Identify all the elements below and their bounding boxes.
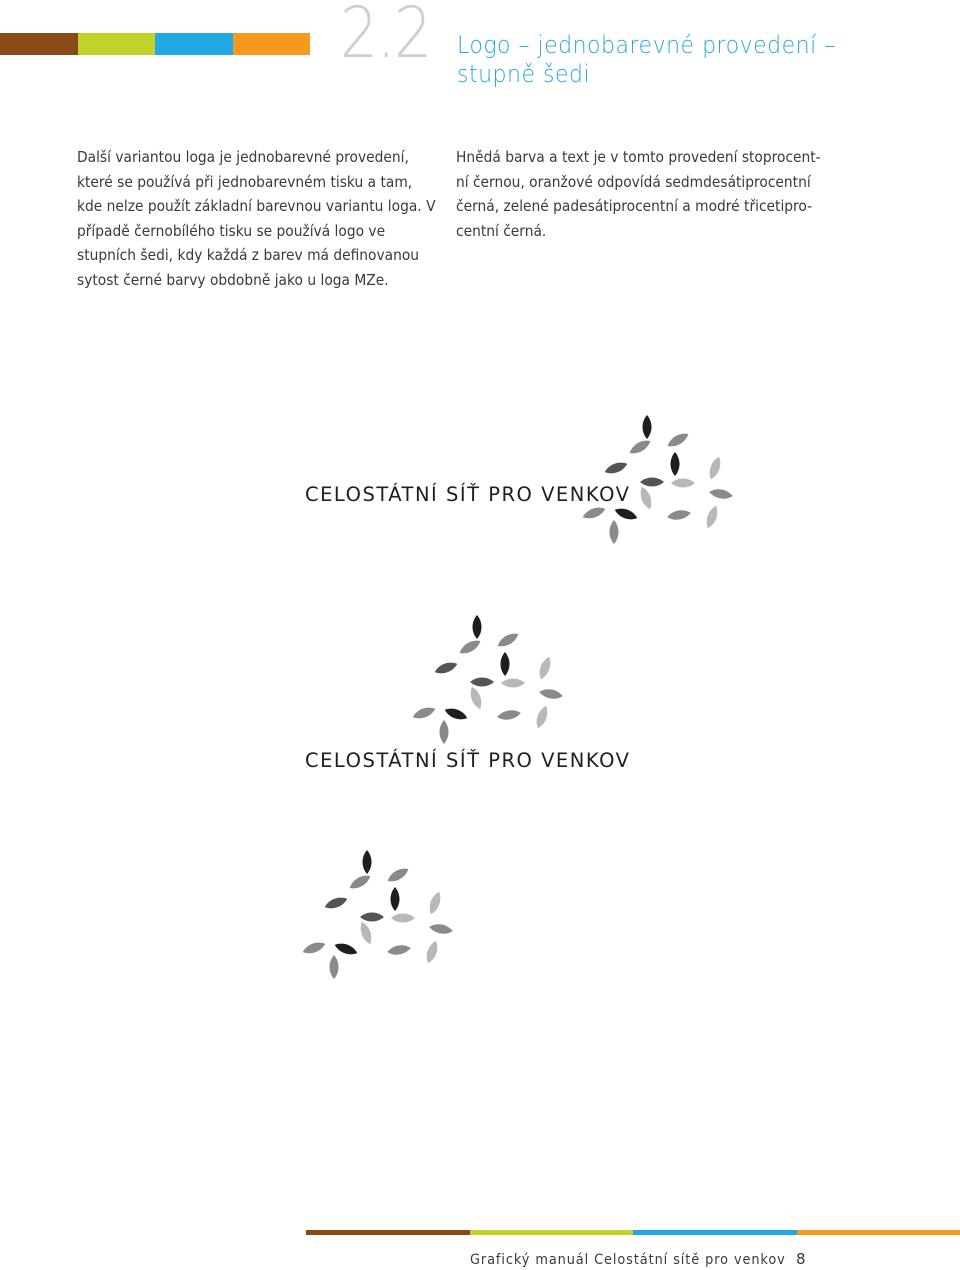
leaf-shape [665,430,690,450]
leaf-shape [323,895,349,912]
leaf-shape [358,920,375,946]
leaf-shape [443,706,469,723]
section-title [457,31,899,89]
leaf-shape [470,678,494,687]
leaf-shape [468,685,485,711]
leaf-shape [473,615,482,639]
leaf-shape [666,508,691,521]
leaf-shape [538,687,563,700]
body-paragraph-left: Další variantou loga je jednobarevné provedení, které se používá při jednobarevném tisku a tam, kde nelze použít základní barevnou variantu loga. V případě černobílého tisku se používá logo ve stupních šedi, kdy každá z barev má definovanou sytost černé barvy obdobně jako u loga MZe. [77,148,436,289]
leaf-shape [440,720,449,744]
color-bar-orange [233,33,311,55]
section-title-line2: stupně šedi [457,60,591,88]
leaf-shape [433,660,459,677]
color-bar-blue [155,33,233,55]
leaf-shape [671,452,680,476]
logo-leaves-icon-horizontal [580,410,750,550]
leaf-shape [501,679,525,688]
leaf-shape [671,479,695,488]
leaf-shape [301,940,327,957]
header-color-bar [0,33,310,55]
leaf-shape [613,506,639,523]
color-bar-green [78,33,156,55]
leaf-shape [330,955,339,979]
color-bar-brown [306,1230,470,1235]
leaf-shape [386,943,411,956]
footer-color-bar [306,1230,960,1235]
page-number: 8 [796,1250,806,1268]
leaf-shape [537,655,554,681]
leaf-shape [391,887,400,911]
leaf-shape [385,865,410,885]
footer-manual-title: Grafický manuál Celostátní sítě pro venkov [470,1252,786,1268]
leaf-shape [495,630,520,650]
leaf-shape [457,637,482,657]
leaf-shape [704,504,721,530]
leaf-shape [363,850,372,874]
logo-wordmark-horizontal: CELOSTÁTNÍ SÍŤ PRO VENKOV [305,483,631,506]
leaf-shape [428,922,453,935]
leaf-shape [581,505,607,522]
leaf-shape [360,913,384,922]
leaf-shape [501,652,510,676]
leaf-shape [391,914,415,923]
logo-leaves-icon-symbol [300,845,470,985]
leaf-shape [627,437,652,457]
leaf-shape [496,708,521,721]
leaf-shape [411,705,437,722]
leaf-shape [643,415,652,439]
leaf-shape [534,704,551,730]
leaf-shape [708,487,733,500]
leaf-shape [640,478,664,487]
logo-leaves-icon-stacked [410,610,580,750]
section-number: 2.2 [340,0,431,74]
leaf-shape [347,872,372,892]
leaf-shape [333,941,359,958]
leaf-shape [707,455,724,481]
leaf-shape [427,890,444,916]
color-bar-brown [0,33,78,55]
color-bar-blue [633,1230,797,1235]
color-bar-orange [797,1230,960,1235]
leaf-shape [424,939,441,965]
color-bar-green [470,1230,634,1235]
section-title-line1: Logo – jednobarevné provedení – [457,31,836,59]
leaf-shape [603,460,629,477]
leaf-shape [610,520,619,544]
logo-wordmark-stacked: CELOSTÁTNÍ SÍŤ PRO VENKOV [305,749,631,772]
body-paragraph-right: Hnědá barva a text je v tomto provedení stoprocent-ní černou, oranžové odpovídá sedmdesátiprocentní černá, zelené padesátiprocentní a modré třicetipro-centní černá. [456,148,821,240]
leaf-shape [638,485,655,511]
